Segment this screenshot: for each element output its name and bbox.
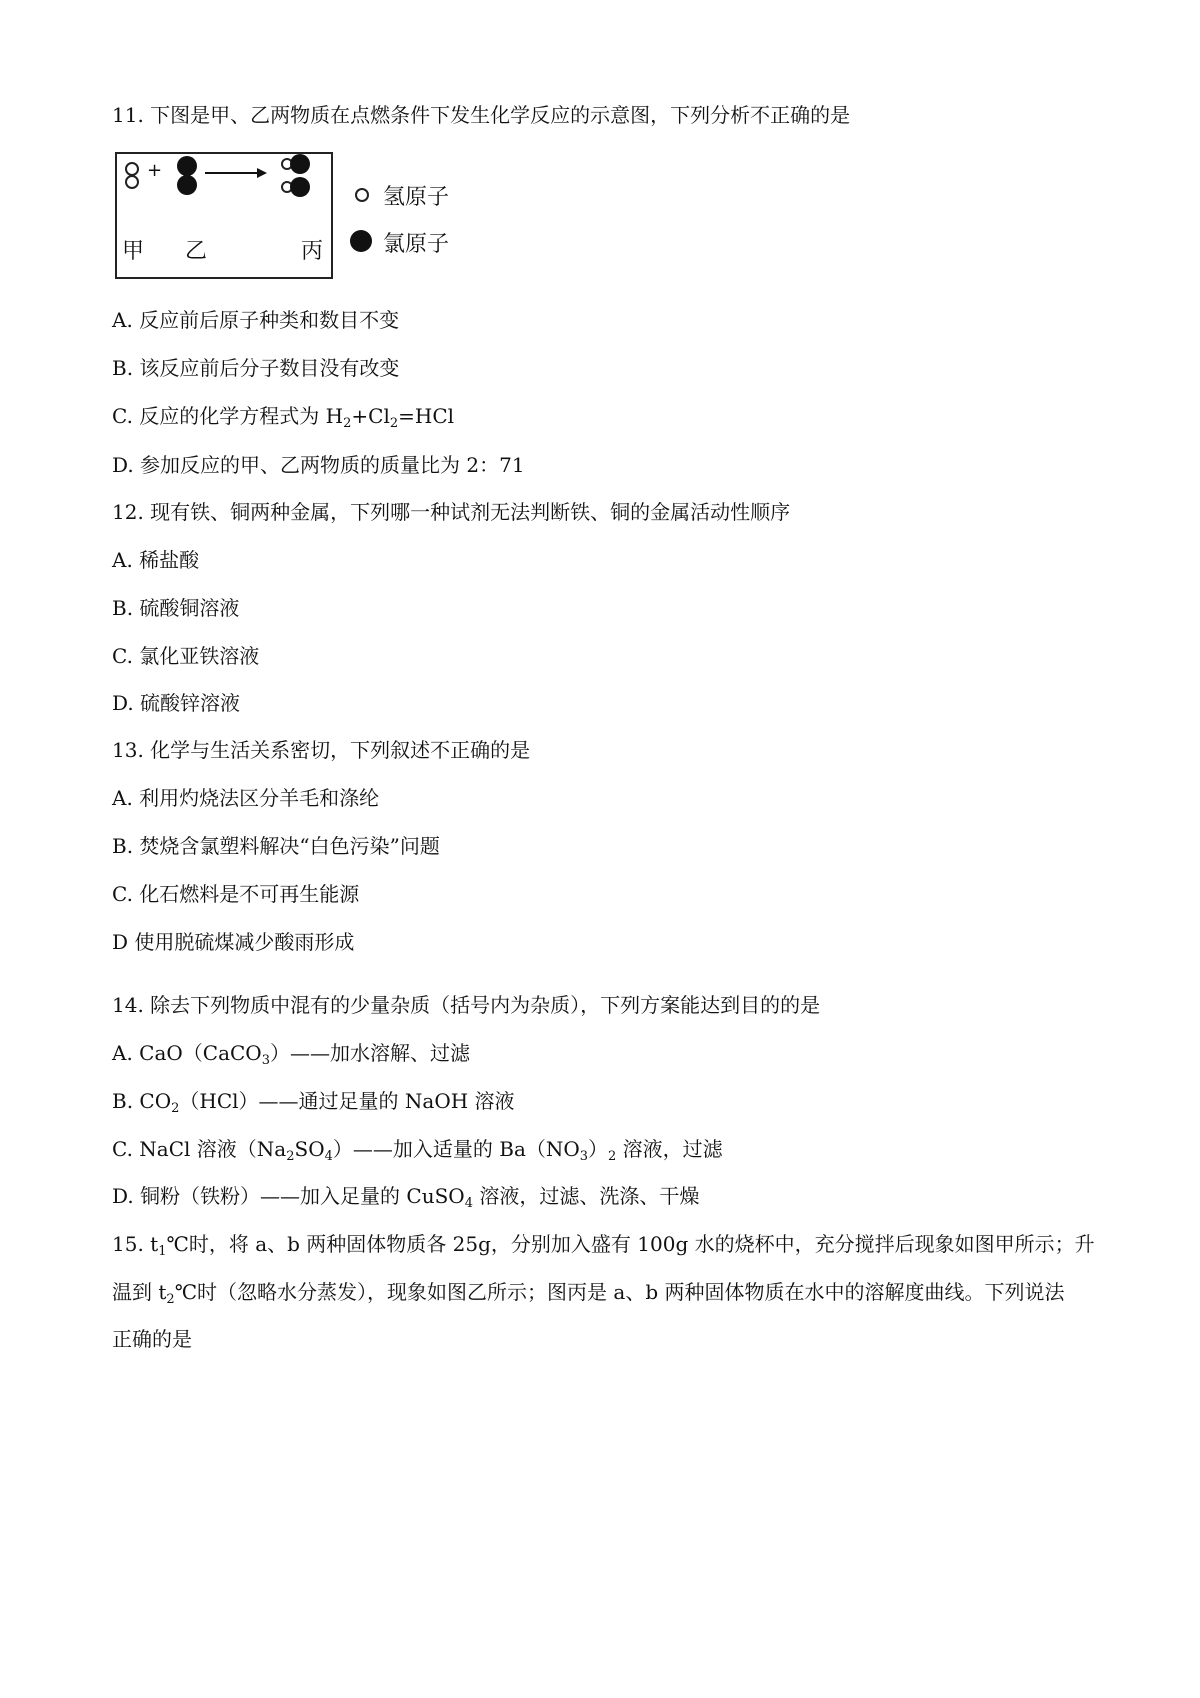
q11-stem: 11. 下图是甲、乙两物质在点燃条件下发生化学反应的示意图，下列分析不正确的是 [112, 103, 851, 127]
legend-hydrogen-label: 氢原子 [383, 185, 450, 210]
chlorine-atom-icon [177, 175, 197, 195]
reaction-diagram [115, 152, 333, 279]
q11-option-a: A. 反应前后原子种类和数目不变 [112, 308, 400, 332]
q12-option-c: C. 氯化亚铁溶液 [112, 644, 260, 668]
legend-hydrogen-icon [355, 188, 369, 202]
q12-stem: 12. 现有铁、铜两种金属，下列哪一种试剂无法判断铁、铜的金属活动性顺序 [112, 500, 791, 524]
q13-option-b: B. 焚烧含氯塑料解决“白色污染”问题 [112, 834, 440, 858]
chlorine-atom-icon [290, 154, 310, 174]
q11-option-c: C. 反应的化学方程式为 $H_2+Cl_2=HCl$ [112, 404, 455, 431]
legend-chlorine-icon [350, 230, 372, 252]
label-bing: 丙 [301, 239, 324, 264]
hydrogen-atom-icon [125, 162, 139, 176]
q15-stem-line1: 15. $t_1℃$时，将 a、b 两种固体物质各 25g，分别加入盛有 100g 水的烧杯中，充分搅拌后现象如图甲所示；升 [112, 1232, 1095, 1259]
q13-stem: 13. 化学与生活关系密切，下列叙述不正确的是 [112, 738, 531, 762]
chlorine-atom-icon [290, 177, 310, 197]
q12-option-d: D. 硫酸锌溶液 [112, 691, 241, 715]
q14-option-c: C. NaCl 溶液$(Na_2SO_4)——$加入适量的 $Ba(NO_3)_2$ 溶液，过滤 [112, 1137, 723, 1164]
q11-option-b: B. 该反应前后分子数目没有改变 [112, 356, 400, 380]
label-jia: 甲 [122, 239, 145, 264]
q14-option-b: B. $CO_2(HCl)——$通过足量的 NaOH 溶液 [112, 1089, 515, 1116]
q12-option-b: B. 硫酸铜溶液 [112, 596, 240, 620]
arrow-right-icon [205, 166, 267, 180]
q13-option-a: A. 利用灼烧法区分羊毛和涤纶 [112, 786, 380, 810]
q14-option-d: D. 铜粉（铁粉）——加入足量的 CuSO$_4$ 溶液，过滤、洗涤、干燥 [112, 1184, 700, 1211]
q15-stem-line3: 正确的是 [112, 1327, 192, 1351]
chlorine-atom-icon [177, 156, 197, 176]
q14-option-a: A. CaO（CaCO$_3$）——加水溶解、过滤 [112, 1041, 470, 1068]
q14-stem: 14. 除去下列物质中混有的少量杂质（括号内为杂质），下列方案能达到目的的是 [112, 993, 821, 1017]
q13-option-c: C. 化石燃料是不可再生能源 [112, 882, 360, 906]
q15-stem-line2: 温到 $t_2℃$时（忽略水分蒸发），现象如图乙所示；图丙是 a、b 两种固体物质在水中的溶解度曲线。下列说法 [112, 1280, 1065, 1307]
hydrogen-atom-icon [125, 175, 139, 189]
label-yi: 乙 [185, 239, 208, 264]
q12-option-a: A. 稀盐酸 [112, 548, 200, 572]
legend-chlorine-label: 氯原子 [383, 232, 450, 257]
plus-sign: + [147, 160, 163, 181]
q13-option-d: D 使用脱硫煤减少酸雨形成 [112, 930, 355, 954]
q11-option-d: D. 参加反应的甲、乙两物质的质量比为 2：71 [112, 453, 525, 477]
